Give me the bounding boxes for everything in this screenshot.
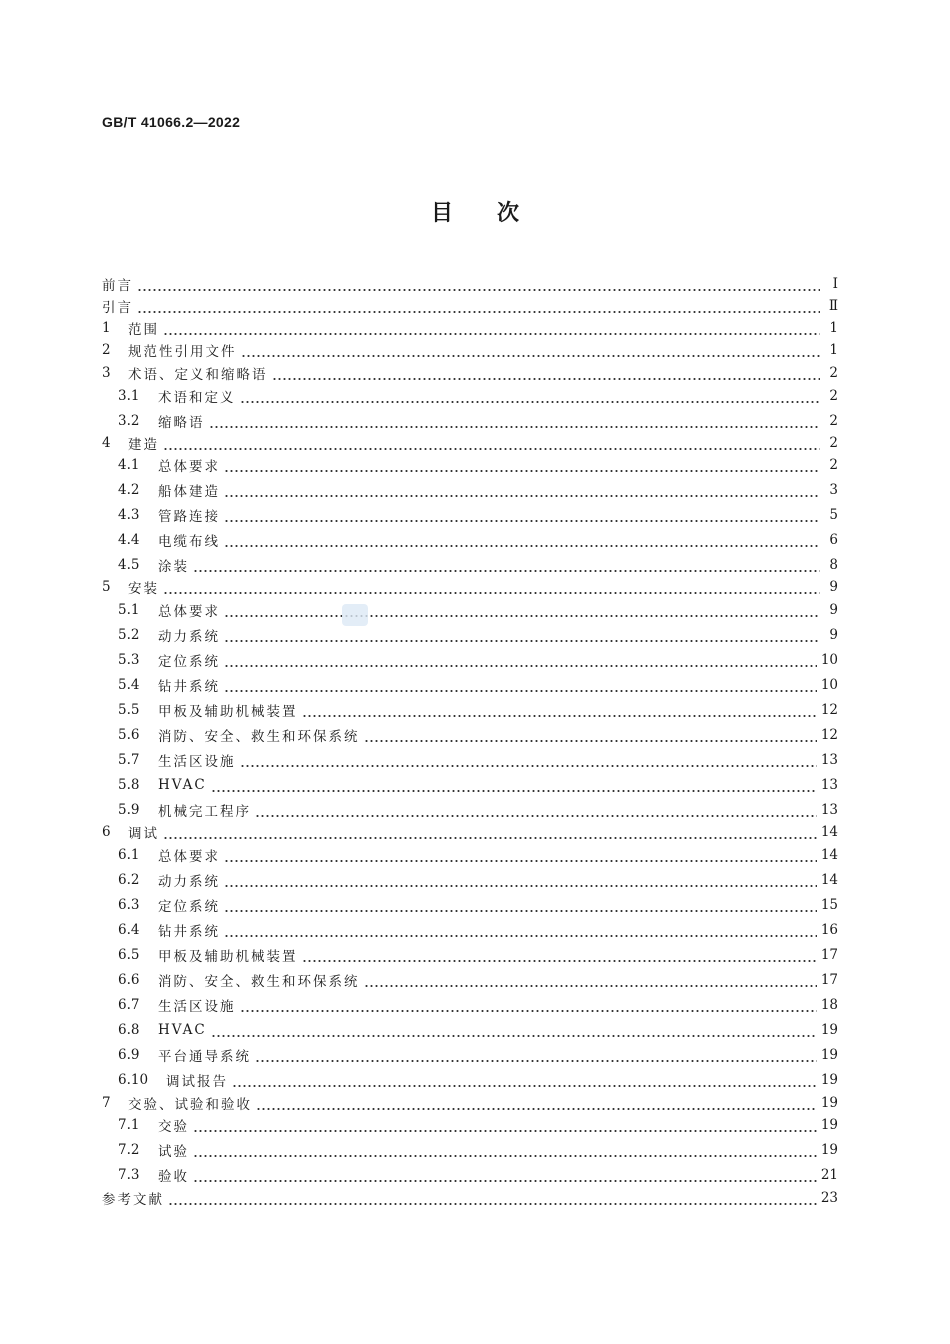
toc-entry[interactable] [118,480,838,500]
toc-entry-page: 17 [820,972,838,988]
toc-entry-title: 涂装 [158,559,189,575]
toc-entry-title: 总体要求 [158,849,220,865]
toc-entry-page: 8 [829,557,838,573]
toc-leader-dots [163,436,820,450]
toc-entry-page: 19 [820,1047,838,1063]
toc-entry-page: 19 [820,1022,838,1038]
toc-entry-title: 规范性引用文件 [128,344,237,360]
toc-entry-title: 动力系统 [158,874,220,890]
toc-entry-number: 6.6 [118,972,140,988]
toc-leader-dots [193,1118,817,1132]
toc-entry-number: 5.5 [118,702,140,718]
toc-entry-page: 5 [829,507,838,523]
toc-leader-dots [224,508,820,522]
toc-leader-dots [240,998,817,1012]
toc-entry-page: 14 [820,872,838,888]
toc-entry-number: 6.10 [118,1072,149,1088]
toc-leader-dots [364,728,817,742]
toc-leader-dots [193,558,820,572]
toc-entry-page: 18 [820,997,838,1013]
toc-entry-page: 12 [820,727,838,743]
toc-entry[interactable] [118,1045,838,1065]
toc-entry-title: 引言 [102,300,133,316]
toc-entry-page: 12 [820,702,838,718]
toc-leader-dots [168,1191,817,1205]
toc-leader-dots [224,628,820,642]
toc-entry[interactable] [118,1070,838,1090]
toc-entry[interactable] [118,555,838,575]
toc-entry[interactable] [118,775,838,795]
toc-entry[interactable] [118,700,838,720]
toc-entry-title: HVAC [158,1022,207,1038]
toc-entry-title: 定位系统 [158,899,220,915]
toc-entry-title: HVAC [158,777,207,793]
toc-entry-title: 生活区设施 [158,999,236,1015]
title-char-2: 次 [497,201,520,226]
toc-entry-number: 5.7 [118,752,140,768]
toc-leader-dots [240,389,821,403]
toc-leader-dots [224,533,820,547]
toc-leader-dots [209,414,821,428]
toc-entry-number: 4.5 [118,557,140,573]
toc-entry-page: 10 [820,677,838,693]
toc-entry-page: 19 [820,1142,838,1158]
toc-entry[interactable] [118,845,838,865]
toc-entry[interactable] [102,363,838,383]
toc-entry-title: 消防、安全、救生和环保系统 [158,729,360,745]
toc-leader-dots [137,299,820,313]
toc-entry-title: 甲板及辅助机械装置 [158,704,298,720]
toc-entry-number: 1 [102,320,111,336]
toc-entry-number: 3.1 [118,388,140,404]
toc-entry-page: 9 [829,627,838,643]
toc-entry-page: 13 [820,752,838,768]
toc-entry-page: 1 [829,342,838,358]
toc-entry[interactable] [102,296,838,316]
toc-entry-number: 5 [102,579,111,595]
toc-entry[interactable] [102,433,838,453]
toc-entry[interactable] [102,1093,838,1113]
toc-entry[interactable] [118,870,838,890]
toc-entry-number: 5.1 [118,602,140,618]
toc-entry-title: 调试报告 [166,1074,228,1090]
toc-entry-number: 4.2 [118,482,140,498]
toc-entry[interactable] [118,1140,838,1160]
toc-entry-page: 19 [820,1095,838,1111]
toc-leader-dots [224,653,817,667]
toc-leader-dots [256,1096,817,1110]
toc-entry-title: 术语和定义 [158,390,236,406]
toc-entry-title: 缩略语 [158,415,205,431]
toc-entry-page: 2 [829,413,838,429]
toc-entry-number: 7 [102,1095,111,1111]
toc-entry[interactable] [118,995,838,1015]
toc-entry-title: 甲板及辅助机械装置 [158,949,298,965]
toc-entry-number: 4 [102,435,111,451]
toc-entry-title: 范围 [128,322,159,338]
toc-entry[interactable] [102,577,838,597]
toc-leader-dots [224,678,817,692]
toc-entry-number: 4.3 [118,507,140,523]
toc-entry-number: 5.4 [118,677,140,693]
toc-entry-page: 1 [829,320,838,336]
toc-leader-dots [255,803,817,817]
toc-entry[interactable] [102,318,838,338]
toc-entry[interactable] [118,1165,838,1185]
toc-entry-page: 17 [820,947,838,963]
toc-entry[interactable] [118,650,838,670]
toc-entry[interactable] [102,1188,838,1208]
toc-entry-title: 平台通导系统 [158,1049,251,1065]
toc-entry-title: 验收 [158,1169,189,1185]
toc-entry-title: 定位系统 [158,654,220,670]
toc-leader-dots [255,1048,817,1062]
toc-leader-dots [163,580,820,594]
toc-entry[interactable] [118,1115,838,1135]
toc-entry-page: 19 [820,1072,838,1088]
toc-entry-title: 动力系统 [158,629,220,645]
toc-leader-dots [241,343,821,357]
toc-leader-dots [163,825,817,839]
toc-entry-title: 消防、安全、救生和环保系统 [158,974,360,990]
toc-entry-number: 5.3 [118,652,140,668]
toc-entry-page: 13 [820,777,838,793]
toc-entry-page: 14 [820,824,838,840]
toc-entry-page: 19 [820,1117,838,1133]
toc-leader-dots [224,458,820,472]
toc-leader-dots [224,873,817,887]
toc-entry-page: 2 [829,435,838,451]
title-char-1: 目 [430,201,453,226]
standard-number: GB/T 41066.2—2022 [102,114,241,130]
toc-entry-number: 5.6 [118,727,140,743]
toc-entry-title: 机械完工程序 [158,804,251,820]
toc-leader-dots [193,1168,817,1182]
toc-entry[interactable] [118,600,838,620]
toc-entry-page: 16 [820,922,838,938]
toc-entry-number: 6.1 [118,847,140,863]
toc-leader-dots [211,1023,817,1037]
toc-entry-title: 安装 [128,581,159,597]
toc-entry-number: 5.2 [118,627,140,643]
toc-entry[interactable] [118,455,838,475]
toc-entry[interactable] [118,800,838,820]
toc-entry-number: 6.8 [118,1022,140,1038]
toc-entry-page: Ⅱ [828,298,838,314]
toc-entry-title: 交验 [158,1119,189,1135]
toc-leader-dots [240,753,817,767]
toc-entry[interactable] [118,750,838,770]
toc-entry-page: 21 [820,1167,838,1183]
toc-entry-title: 管路连接 [158,509,220,525]
toc-entry[interactable] [118,675,838,695]
toc-entry-title: 参考文献 [102,1192,164,1208]
toc-entry-title: 船体建造 [158,484,220,500]
toc-entry-title: 总体要求 [158,459,220,475]
page-title [0,196,950,227]
toc-entry-number: 7.3 [118,1167,140,1183]
toc-leader-dots [272,366,821,380]
toc-entry-page: 2 [829,388,838,404]
toc-entry-page: 23 [820,1190,838,1206]
toc-entry-title: 电缆布线 [158,534,220,550]
toc-entry-number: 3 [102,365,111,381]
toc-entry[interactable] [118,970,838,990]
toc-entry[interactable] [118,505,838,525]
toc-leader-dots [163,321,820,335]
toc-entry-title: 试验 [158,1144,189,1160]
toc-leader-dots [224,848,817,862]
toc-entry[interactable] [118,945,838,965]
toc-entry-page: 14 [820,847,838,863]
toc-entry[interactable] [118,920,838,940]
toc-entry[interactable] [118,1020,838,1040]
toc-entry-title: 交验、试验和验收 [128,1097,252,1113]
toc-entry-page: 9 [829,602,838,618]
toc-entry[interactable] [118,530,838,550]
toc-entry-number: 6.9 [118,1047,140,1063]
toc-entry[interactable] [102,822,838,842]
toc-entry-title: 建造 [128,437,159,453]
toc-entry-number: 7.2 [118,1142,140,1158]
toc-leader-dots [364,973,817,987]
toc-leader-dots [224,898,817,912]
toc-entry-number: 3.2 [118,413,140,429]
toc-entry-title: 调试 [128,826,159,842]
toc-leader-dots [193,1143,817,1157]
toc-entry[interactable] [102,274,838,294]
toc-entry-title: 钻井系统 [158,924,220,940]
toc-entry-title: 生活区设施 [158,754,236,770]
toc-leader-dots [232,1073,817,1087]
toc-entry-title: 钻井系统 [158,679,220,695]
toc-entry-page: 9 [829,579,838,595]
toc-entry-page: 13 [820,802,838,818]
toc-entry[interactable] [118,725,838,745]
toc-entry-number: 5.8 [118,777,140,793]
toc-entry-number: 4.4 [118,532,140,548]
toc-entry-number: 6.3 [118,897,140,913]
toc-entry[interactable] [118,386,838,406]
toc-entry[interactable] [118,411,838,431]
toc-entry-page: 6 [829,532,838,548]
toc-entry-page: Ⅰ [832,276,838,292]
toc-leader-dots [137,277,820,291]
toc-leader-dots [211,778,817,792]
toc-entry-page: 2 [829,457,838,473]
toc-leader-dots [224,923,817,937]
toc-entry-number: 6.7 [118,997,140,1013]
toc-entry[interactable] [118,895,838,915]
toc-entry-number: 6.5 [118,947,140,963]
toc-entry-number: 7.1 [118,1117,140,1133]
toc-entry-number: 6 [102,824,111,840]
toc-entry-number: 2 [102,342,111,358]
toc-leader-dots [302,703,817,717]
toc-entry[interactable] [118,625,838,645]
toc-entry-number: 5.9 [118,802,140,818]
toc-entry-page: 2 [829,365,838,381]
toc-entry-title: 术语、定义和缩略语 [128,367,268,383]
toc-entry-number: 6.4 [118,922,140,938]
toc-entry-page: 10 [820,652,838,668]
toc-entry-page: 15 [820,897,838,913]
toc-entry-page: 3 [829,482,838,498]
toc-entry-title: 总体要求 [158,604,220,620]
toc-leader-dots [224,603,820,617]
toc-leader-dots [302,948,817,962]
toc-leader-dots [224,483,820,497]
toc-entry-title: 前言 [102,278,133,294]
toc-entry-number: 6.2 [118,872,140,888]
watermark-logo [342,604,368,626]
toc-entry[interactable] [102,340,838,360]
toc-entry-number: 4.1 [118,457,140,473]
